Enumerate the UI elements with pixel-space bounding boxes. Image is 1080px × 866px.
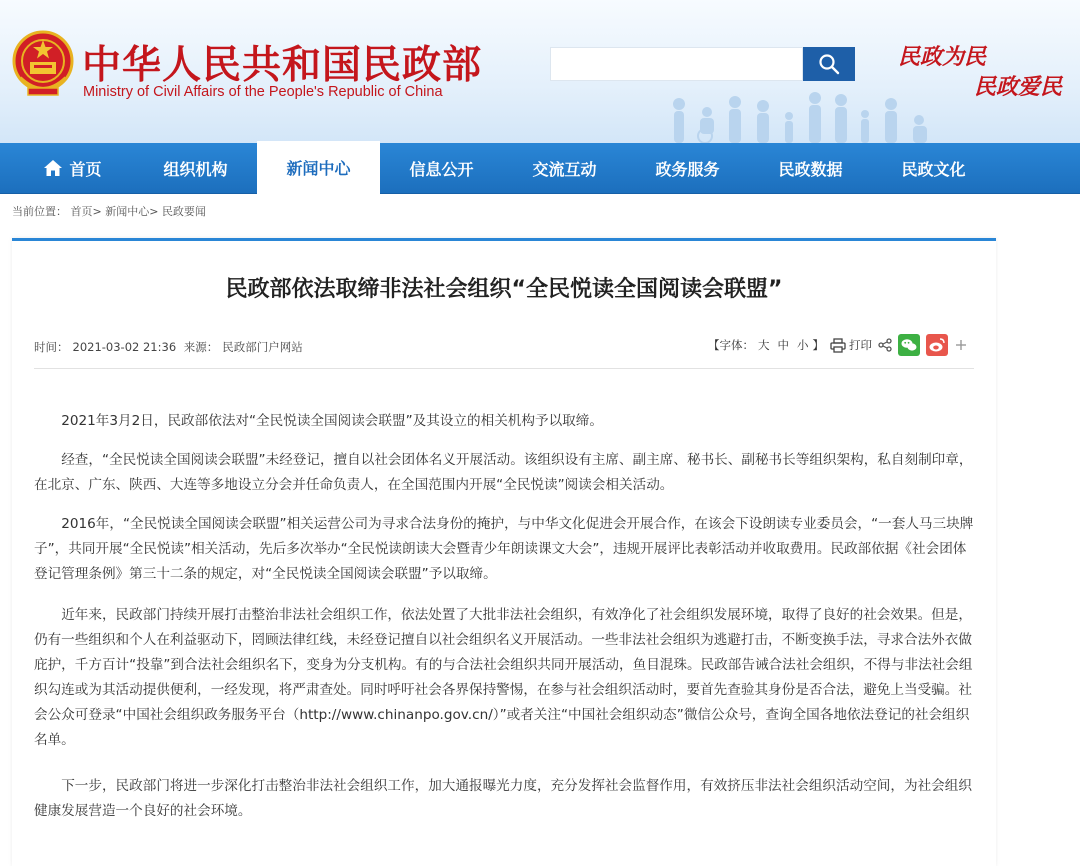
source-label: 来源：	[183, 340, 219, 354]
weibo-share-button[interactable]	[926, 334, 948, 356]
publish-time: 2021-03-02 21:36	[72, 340, 177, 354]
nav-item-label: 组织机构	[163, 159, 228, 179]
meta-divider	[34, 368, 974, 369]
article-paragraph: 2021年3月2日，民政部依法对“全民悦读全国阅读会联盟”及其设立的相关机构予以取缔。	[61, 413, 603, 429]
nav-item-label: 信息公开	[409, 159, 474, 179]
nav-item-organization[interactable]	[134, 143, 257, 193]
breadcrumb-separator: >	[149, 205, 159, 218]
share-button[interactable]	[878, 338, 892, 352]
nav-item-label: 新闻中心	[286, 159, 351, 178]
weibo-icon	[926, 334, 948, 356]
time-label: 时间：	[34, 340, 69, 354]
article-tools	[708, 334, 968, 356]
wechat-share-button[interactable]	[898, 334, 920, 356]
nav-item-label: 交流互动	[532, 159, 597, 179]
font-size-label-close: 】	[812, 338, 824, 352]
site-title[interactable]: 中华人民共和国民政部	[82, 42, 483, 88]
nav-item-info-disclosure[interactable]	[380, 143, 503, 193]
breadcrumb-news-center[interactable]: 新闻中心	[105, 205, 150, 218]
nav-item-home[interactable]	[11, 143, 134, 193]
more-share-button[interactable]	[954, 338, 968, 352]
site-header	[0, 0, 1080, 143]
font-size-label: 【字体：	[708, 338, 754, 352]
nav-item-interaction[interactable]	[503, 143, 626, 193]
site-title-english[interactable]: Ministry of Civil Affairs of the People's Republic of China	[83, 84, 443, 100]
article-title: 民政部依法取缔非法社会组织“全民悦读全国阅读会联盟”	[225, 277, 783, 302]
main-nav	[0, 143, 1080, 194]
font-size-small-button[interactable]: 小	[797, 338, 809, 352]
breadcrumb-civil-news[interactable]: 民政要闻	[161, 205, 206, 218]
breadcrumb-home[interactable]: 首页	[70, 205, 93, 218]
print-button[interactable]	[830, 337, 872, 353]
article-paragraph: 下一步，民政部门将进一步深化打击整治非法社会组织工作，加大通报曝光力度，充分发挥社会监督作用，有效挤压非法社会组织活动空间，为社会组织健康发展营造一个良好的社会环境。	[34, 778, 972, 819]
article-paragraph: 经查，“全民悦读全国阅读会联盟”未经登记，擅自以社会团体名义开展活动。该组织设有主席、副主席、秘书长、副秘书长等组织架构，私自刻制印章，在北京、广东、陕西、大连等多地设立分会并任命负责人，在全国范围内开展“全民悦读”阅读会相关活动。	[34, 452, 973, 493]
print-label: 打印	[849, 338, 872, 352]
slogan-line-1: 民政为民	[898, 44, 987, 70]
nav-item-label: 政务服务	[655, 159, 720, 179]
search-button[interactable]	[803, 47, 855, 81]
article-meta	[34, 339, 307, 355]
font-size-large-button[interactable]: 大	[758, 338, 770, 352]
family-silhouette-image	[665, 90, 995, 143]
article-paragraph: 2016年，“全民悦读全国阅读会联盟”相关运营公司为寻求合法身份的掩护，与中华文化促进会开展合作，在该会下设朗读专业委员会，“一套人马三块牌子”，共同开展“全民悦读”相关活动，先后多次举办“全民悦读朗读大会暨青少年朗读课文大会”，违规开展评比表彰活动并收取费用。民政部依据《社会团体登记管理条例》第三十二条的规定，对“全民悦读全国阅读会联盟”予以取缔。	[34, 516, 974, 582]
home-icon	[43, 159, 63, 177]
national-emblem-icon	[12, 30, 74, 98]
wechat-icon	[898, 334, 920, 356]
breadcrumb	[12, 203, 206, 219]
breadcrumb-prefix: 当前位置：	[12, 205, 67, 218]
breadcrumb-separator: >	[92, 205, 102, 218]
nav-item-civil-data[interactable]	[749, 143, 872, 193]
search-input[interactable]	[550, 47, 803, 81]
search-icon	[818, 53, 840, 75]
font-size-medium-button[interactable]: 中	[777, 338, 789, 352]
nav-item-gov-services[interactable]	[626, 143, 749, 193]
share-icon	[878, 338, 892, 352]
nav-item-label: 民政数据	[778, 159, 843, 179]
article-paragraph: 近年来，民政部门持续开展打击整治非法社会组织工作，依法处置了大批非法社会组织，有效净化了社会组织发展环境，取得了良好的社会效果。但是，仍有一些组织和个人在利益驱动下，罔顾法律红线，未经登记擅自以社会组织名义开展活动。一些非法社会组织为逃避打击，不断变换手法，寻求合法外衣做庇护，千方百计“投靠”到合法社会组织名下，变身为分支机构。有的与合法社会组织共同开展活动，鱼目混珠。民政部告诫合法社会组织，不得与非法社会组织勾连或为其活动提供便利，一经发现，将严肃查处。同时呼吁社会各界保持警惕，在参与社会组织活动时，要首先查验其身份是否合法，避免上当受骗。社会公众可登录“中国社会组织政务服务平台（http://www.chinanpo.gov.cn/）”或者关注“中国社会组织动态”微信公众号，查询全国各地依法登记的社会组织名单。	[34, 607, 973, 748]
nav-item-news-center[interactable]	[257, 141, 380, 194]
nav-item-label: 民政文化	[901, 159, 966, 179]
slogan-line-2: 民政爱民	[974, 74, 1063, 100]
print-icon	[830, 338, 846, 353]
plus-icon	[954, 338, 968, 352]
nav-item-civil-culture[interactable]	[872, 143, 995, 193]
source-value: 民政部门户网站	[222, 340, 303, 354]
nav-item-label: 首页	[69, 159, 102, 179]
